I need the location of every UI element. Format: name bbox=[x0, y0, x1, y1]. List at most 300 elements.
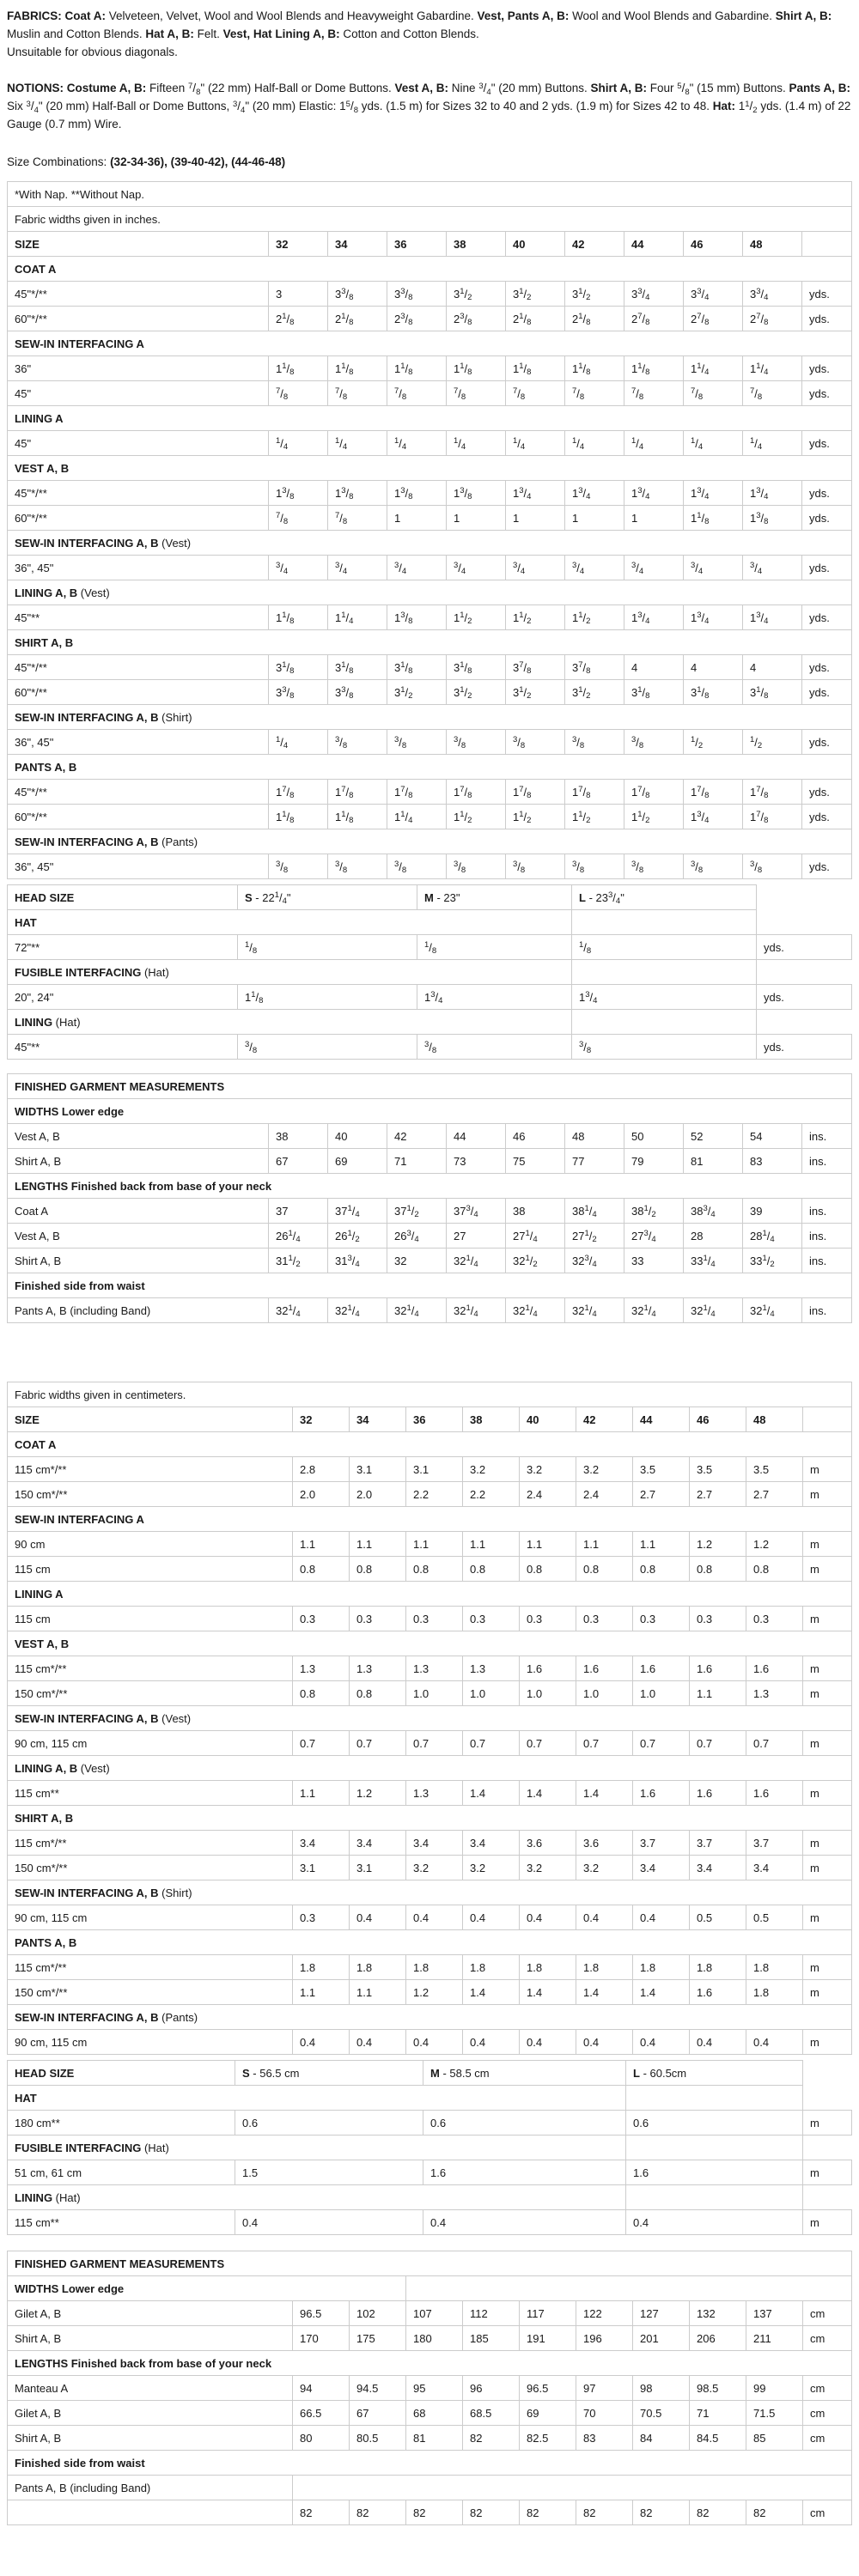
row-label-cell: 72"** bbox=[8, 935, 238, 960]
value-cell: $1^3/_4$ bbox=[624, 481, 684, 506]
fraction: $^3/_4$ bbox=[691, 561, 704, 576]
fraction: $^1/_8$ bbox=[341, 810, 354, 825]
value-cell: 0.7 bbox=[690, 1731, 746, 1756]
value-cell bbox=[269, 506, 328, 531]
section-label-cell: WIDTHS Lower edge bbox=[8, 2276, 406, 2301]
data-row bbox=[8, 1482, 852, 1507]
fraction: $^3/_8$ bbox=[341, 685, 354, 701]
value-cell: 1.4 bbox=[633, 1980, 690, 2005]
row-label-cell: 115 cm*/** bbox=[8, 1955, 293, 1980]
value-cell: 3.4 bbox=[406, 1831, 463, 1856]
value-cell: 69 bbox=[328, 1149, 387, 1174]
value-cell: $2^7/_8$ bbox=[684, 307, 743, 331]
value-cell: 1.0 bbox=[633, 1681, 690, 1706]
data-row bbox=[8, 2301, 852, 2326]
fraction: $^1/_4$ bbox=[525, 1229, 538, 1244]
value-cell bbox=[269, 381, 328, 406]
value-cell: 37 bbox=[269, 1199, 328, 1224]
row-label-cell: 51 cm, 61 cm bbox=[8, 2160, 235, 2185]
data-row bbox=[8, 1532, 852, 1557]
value-cell: $1^3/_8$ bbox=[269, 481, 328, 506]
fraction: $^1/_4$ bbox=[288, 1229, 301, 1244]
value-cell: $3^1/_8$ bbox=[447, 655, 506, 680]
value-cell: 0.4 bbox=[633, 1905, 690, 1930]
fraction: $^3/_8$ bbox=[460, 486, 472, 501]
fraction: $^1/_2$ bbox=[578, 810, 591, 825]
value-cell: 3.2 bbox=[520, 1457, 576, 1482]
head-size-value-cell: S - 56.5 cm bbox=[235, 2061, 423, 2086]
value-cell: $3^3/_4$ bbox=[624, 282, 684, 307]
value-cell: 94.5 bbox=[350, 2376, 406, 2401]
value-cell: $31^3/_4$ bbox=[328, 1249, 387, 1273]
empty-cell bbox=[293, 2476, 852, 2500]
fraction: $^3/_4$ bbox=[276, 561, 289, 576]
value-cell: $2^3/_8$ bbox=[387, 307, 447, 331]
value-cell: 0.4 bbox=[235, 2210, 423, 2235]
value-cell: $3^1/_2$ bbox=[565, 282, 624, 307]
value-cell bbox=[417, 1035, 572, 1060]
value-cell: 1 bbox=[506, 506, 565, 531]
ghost-cell bbox=[757, 1010, 852, 1035]
fraction: $^3/_8$ bbox=[400, 287, 413, 302]
section-row bbox=[8, 960, 852, 985]
value-cell: $2^1/_8$ bbox=[269, 307, 328, 331]
fraction: $^1/_8$ bbox=[282, 361, 295, 377]
fraction: $^7/_8$ bbox=[276, 386, 289, 402]
value-cell: 40 bbox=[328, 1124, 387, 1149]
value-cell: 3.2 bbox=[463, 1856, 520, 1880]
value-cell: 0.4 bbox=[463, 2030, 520, 2055]
value-cell: 0.7 bbox=[463, 1731, 520, 1756]
data-row bbox=[8, 2426, 852, 2451]
tables-container bbox=[7, 181, 852, 2525]
value-cell: 1.6 bbox=[520, 1656, 576, 1681]
value-cell bbox=[328, 730, 387, 755]
unit-cell: ins. bbox=[802, 1149, 852, 1174]
fraction: $^3/_8$ bbox=[341, 287, 354, 302]
fraction: $^1/_4$ bbox=[288, 1303, 301, 1319]
fraction: $^1/_2$ bbox=[347, 1229, 360, 1244]
head-size-value-cell: L - 60.5cm bbox=[626, 2061, 803, 2086]
value-cell: 3.7 bbox=[746, 1831, 803, 1856]
fraction: $^1/_4$ bbox=[347, 1204, 360, 1219]
row-label-cell: 150 cm*/** bbox=[8, 1980, 293, 2005]
fabric-widths-centimeters-table bbox=[7, 1382, 852, 2055]
fraction: $^1/_8$ bbox=[282, 660, 295, 676]
value-cell: 94 bbox=[293, 2376, 350, 2401]
value-cell bbox=[269, 556, 328, 580]
value-cell: 82 bbox=[463, 2426, 520, 2451]
section-label-cell: FINISHED GARMENT MEASUREMENTS bbox=[8, 1074, 852, 1099]
data-row bbox=[8, 1856, 852, 1880]
fraction: $^3/_4$ bbox=[637, 287, 650, 302]
value-cell: 82 bbox=[350, 2500, 406, 2525]
unit-cell: m bbox=[803, 1856, 852, 1880]
value-cell: 0.4 bbox=[406, 2030, 463, 2055]
value-cell: $1^7/_8$ bbox=[624, 780, 684, 805]
value-cell: 191 bbox=[520, 2326, 576, 2351]
section-row bbox=[8, 2451, 852, 2476]
fraction: $^5/_8$ bbox=[677, 81, 690, 97]
value-cell bbox=[447, 730, 506, 755]
unit-cell: yds. bbox=[757, 1035, 852, 1060]
value-cell: 1.1 bbox=[576, 1532, 633, 1557]
fraction: $^3/_4$ bbox=[454, 561, 466, 576]
row-label-cell: Shirt A, B bbox=[8, 2326, 293, 2351]
ghost-cell bbox=[757, 885, 852, 910]
section-row bbox=[8, 2086, 852, 2111]
fraction: $^3/_4$ bbox=[697, 287, 710, 302]
value-cell: $1^3/_4$ bbox=[506, 481, 565, 506]
fraction: $^3/_4$ bbox=[578, 486, 591, 501]
value-cell: 3.4 bbox=[633, 1856, 690, 1880]
section-row bbox=[8, 580, 852, 605]
value-cell: 0.4 bbox=[520, 2030, 576, 2055]
row-label-cell: 36", 45" bbox=[8, 730, 269, 755]
unit-cell: yds. bbox=[802, 680, 852, 705]
value-cell: 39 bbox=[743, 1199, 802, 1224]
data-row bbox=[8, 1905, 852, 1930]
fraction: $^1/_8$ bbox=[697, 685, 710, 701]
section-label-cell: LINING A, B (Vest) bbox=[8, 580, 852, 605]
unit-cell: yds. bbox=[757, 985, 852, 1010]
row-label-cell: 36", 45" bbox=[8, 854, 269, 879]
value-cell: 3.2 bbox=[576, 1457, 633, 1482]
fraction: $^1/_4$ bbox=[406, 1303, 419, 1319]
data-row bbox=[8, 431, 852, 456]
row-label-cell: 36", 45" bbox=[8, 556, 269, 580]
value-cell: 3.1 bbox=[350, 1856, 406, 1880]
fraction: $^1/_2$ bbox=[578, 287, 591, 302]
fraction: $^7/_8$ bbox=[756, 810, 769, 825]
fraction: $^3/_4$ bbox=[703, 1204, 716, 1219]
empty-cell bbox=[572, 1010, 757, 1035]
value-cell: 0.7 bbox=[350, 1731, 406, 1756]
fraction: $^1/_4$ bbox=[643, 1303, 656, 1319]
fraction: $^1/_8$ bbox=[579, 940, 592, 956]
value-cell: $1^7/_8$ bbox=[684, 780, 743, 805]
section-row bbox=[8, 829, 852, 854]
value-cell: 1.4 bbox=[463, 1781, 520, 1806]
fraction: $^7/_8$ bbox=[750, 386, 763, 402]
value-cell: 0.4 bbox=[690, 2030, 746, 2055]
value-cell: 44 bbox=[447, 1124, 506, 1149]
fraction: $^1/_8$ bbox=[460, 660, 472, 676]
value-cell: $26^3/_4$ bbox=[387, 1224, 447, 1249]
value-cell: 3.4 bbox=[463, 1831, 520, 1856]
value-cell: $32^1/_4$ bbox=[447, 1249, 506, 1273]
note-row bbox=[8, 207, 852, 232]
value-cell: 201 bbox=[633, 2326, 690, 2351]
value-cell: 1.1 bbox=[690, 1681, 746, 1706]
value-cell: 73 bbox=[447, 1149, 506, 1174]
data-row bbox=[8, 2160, 852, 2185]
value-cell bbox=[387, 381, 447, 406]
unit-cell: m bbox=[803, 1532, 852, 1557]
value-cell: 3.5 bbox=[633, 1457, 690, 1482]
fraction: $^1/_4$ bbox=[335, 436, 348, 452]
value-cell: 0.7 bbox=[746, 1731, 803, 1756]
value-cell: $32^1/_4$ bbox=[447, 1298, 506, 1323]
fraction: $^1/_4$ bbox=[691, 436, 704, 452]
value-cell: 3.7 bbox=[690, 1831, 746, 1856]
section-row bbox=[8, 705, 852, 730]
value-cell: $32^1/_4$ bbox=[743, 1298, 802, 1323]
fraction: $^3/_4$ bbox=[756, 287, 769, 302]
fraction: $^3/_8$ bbox=[282, 685, 295, 701]
value-cell: 1.6 bbox=[633, 1656, 690, 1681]
value-cell: 117 bbox=[520, 2301, 576, 2326]
value-cell: $1^1/_8$ bbox=[269, 356, 328, 381]
value-cell: 82.5 bbox=[520, 2426, 576, 2451]
row-label-cell: 45"*/** bbox=[8, 282, 269, 307]
value-cell: 1 bbox=[447, 506, 506, 531]
size-column-header: 44 bbox=[624, 232, 684, 257]
value-cell: $1^1/_8$ bbox=[328, 356, 387, 381]
value-cell: 0.8 bbox=[690, 1557, 746, 1582]
row-label-cell: 36" bbox=[8, 356, 269, 381]
section-label-cell: PANTS A, B bbox=[8, 1930, 852, 1955]
value-cell: $33^1/_2$ bbox=[743, 1249, 802, 1273]
size-column-header: 34 bbox=[328, 232, 387, 257]
value-cell: 132 bbox=[690, 2301, 746, 2326]
row-label-cell: 115 cm** bbox=[8, 2210, 235, 2235]
value-cell: 0.6 bbox=[626, 2111, 803, 2136]
value-cell: 85 bbox=[746, 2426, 803, 2451]
value-cell: 71 bbox=[690, 2401, 746, 2426]
fraction: $^1/_8$ bbox=[460, 361, 472, 377]
value-cell: 2.7 bbox=[633, 1482, 690, 1507]
section-label-cell: LINING A bbox=[8, 1582, 852, 1607]
size-column-header: 34 bbox=[350, 1407, 406, 1432]
value-cell: $1^7/_8$ bbox=[447, 780, 506, 805]
value-cell: 1.6 bbox=[690, 1781, 746, 1806]
section-row bbox=[8, 531, 852, 556]
value-cell bbox=[624, 556, 684, 580]
value-cell: 2.2 bbox=[406, 1482, 463, 1507]
value-cell: 1.8 bbox=[746, 1980, 803, 2005]
unit-cell: ins. bbox=[802, 1224, 852, 1249]
value-cell: $3^1/_8$ bbox=[328, 655, 387, 680]
unit-cell: yds. bbox=[802, 506, 852, 531]
section-row bbox=[8, 1074, 852, 1099]
unit-cell: yds. bbox=[802, 282, 852, 307]
value-cell: 46 bbox=[506, 1124, 565, 1149]
value-cell: 0.4 bbox=[576, 2030, 633, 2055]
note-row bbox=[8, 1382, 852, 1407]
value-cell: 27 bbox=[447, 1224, 506, 1249]
size-column-header: 48 bbox=[746, 1407, 803, 1432]
value-cell bbox=[506, 556, 565, 580]
fraction: $^3/_4$ bbox=[519, 486, 532, 501]
value-cell: 71 bbox=[387, 1149, 447, 1174]
value-cell: 52 bbox=[684, 1124, 743, 1149]
section-row bbox=[8, 2351, 852, 2376]
unit-cell: yds. bbox=[802, 780, 852, 805]
value-cell: $1^1/_8$ bbox=[238, 985, 417, 1010]
value-cell: 3.2 bbox=[576, 1856, 633, 1880]
value-cell: 2.4 bbox=[520, 1482, 576, 1507]
value-cell: $3^1/_8$ bbox=[684, 680, 743, 705]
value-cell: $3^3/_4$ bbox=[684, 282, 743, 307]
label-only-row bbox=[8, 2476, 852, 2500]
head-size-header-cell: HEAD SIZE bbox=[8, 885, 238, 910]
fabric-widths-inches-table bbox=[7, 181, 852, 879]
fraction: $^7/_8$ bbox=[335, 386, 348, 402]
value-cell bbox=[743, 854, 802, 879]
fraction: $^3/_4$ bbox=[637, 486, 650, 501]
value-cell: 122 bbox=[576, 2301, 633, 2326]
value-cell: $1^7/_8$ bbox=[743, 805, 802, 829]
value-cell: 3.2 bbox=[406, 1856, 463, 1880]
row-label-cell: 90 cm, 115 cm bbox=[8, 2030, 293, 2055]
value-cell: 1.3 bbox=[406, 1781, 463, 1806]
fraction: $^7/_8$ bbox=[691, 386, 704, 402]
row-label-cell: 45"*/** bbox=[8, 481, 269, 506]
value-cell: $3^7/_8$ bbox=[506, 655, 565, 680]
row-label-cell: 45"*/** bbox=[8, 655, 269, 680]
row-label-cell: 180 cm** bbox=[8, 2111, 235, 2136]
fraction: $^3/_8$ bbox=[756, 511, 769, 526]
value-cell: 1 bbox=[387, 506, 447, 531]
fraction: $^3/_8$ bbox=[335, 735, 348, 750]
value-cell: $2^7/_8$ bbox=[743, 307, 802, 331]
fraction: $^7/_8$ bbox=[637, 785, 650, 800]
value-cell: $1^1/_2$ bbox=[506, 805, 565, 829]
value-cell: 81 bbox=[406, 2426, 463, 2451]
section-label-cell: VEST A, B bbox=[8, 1631, 852, 1656]
section-row bbox=[8, 755, 852, 780]
value-cell: $2^1/_8$ bbox=[506, 307, 565, 331]
value-cell: 0.4 bbox=[633, 2030, 690, 2055]
value-cell: 0.8 bbox=[406, 1557, 463, 1582]
value-cell: 80 bbox=[293, 2426, 350, 2451]
fraction: $^3/_4$ bbox=[631, 561, 644, 576]
fraction: $^7/_8$ bbox=[460, 785, 472, 800]
section-row bbox=[8, 1706, 852, 1731]
fraction: $^1/_2$ bbox=[578, 611, 591, 626]
data-row bbox=[8, 605, 852, 630]
value-cell bbox=[506, 854, 565, 879]
data-row bbox=[8, 1457, 852, 1482]
value-cell: 0.5 bbox=[690, 1905, 746, 1930]
value-cell: 66.5 bbox=[293, 2401, 350, 2426]
fraction: $^1/_2$ bbox=[288, 1254, 301, 1269]
fraction: $^7/_8$ bbox=[519, 785, 532, 800]
fraction: $^1/_8$ bbox=[424, 940, 437, 956]
fraction: $^7/_8$ bbox=[513, 386, 526, 402]
value-cell bbox=[743, 556, 802, 580]
value-cell: $1^1/_8$ bbox=[447, 356, 506, 381]
fraction: $^1/_4$ bbox=[394, 436, 407, 452]
unit-cell: yds. bbox=[802, 307, 852, 331]
value-cell: 185 bbox=[463, 2326, 520, 2351]
value-cell bbox=[565, 854, 624, 879]
fraction: $^1/_2$ bbox=[643, 1204, 656, 1219]
row-label-cell: Vest A, B bbox=[8, 1224, 269, 1249]
value-cell: $1^3/_4$ bbox=[684, 481, 743, 506]
fabrics-paragraph: FABRICS: Coat A: Velveteen, Velvet, Wool and Wool Blends and Heavyweight Gabardine. Vest, Pants A, B: Wool and Wool Blends and Gabardine. Shirt A, B: Muslin and Cotton Blends. Hat A, B: Felt. Vest, Hat Lining A, B: Cotton and Cotton Blends. bbox=[7, 9, 832, 40]
data-row bbox=[8, 307, 852, 331]
value-cell: $1^1/_8$ bbox=[269, 805, 328, 829]
fraction: $^1/_8$ bbox=[697, 511, 710, 526]
value-cell: $3^7/_8$ bbox=[565, 655, 624, 680]
fraction: $^1/_8$ bbox=[756, 685, 769, 701]
value-cell: 0.4 bbox=[293, 2030, 350, 2055]
unit-cell: yds. bbox=[802, 605, 852, 630]
row-label-cell: 45"** bbox=[8, 605, 269, 630]
ghost-cell bbox=[757, 910, 852, 935]
value-cell: 82 bbox=[633, 2500, 690, 2525]
value-cell: 67 bbox=[350, 2401, 406, 2426]
note-row bbox=[8, 182, 852, 207]
fraction: $^3/_4$ bbox=[335, 561, 348, 576]
value-cell: 1.0 bbox=[463, 1681, 520, 1706]
value-cell: $1^3/_4$ bbox=[743, 605, 802, 630]
row-label-cell: 115 cm bbox=[8, 1557, 293, 1582]
row-label-cell: 45"** bbox=[8, 1035, 238, 1060]
fraction: $^1/_2$ bbox=[584, 1229, 597, 1244]
section-row bbox=[8, 1631, 852, 1656]
value-cell: 0.3 bbox=[576, 1607, 633, 1631]
value-cell: $1^1/_4$ bbox=[387, 805, 447, 829]
unit-cell: m bbox=[803, 1731, 852, 1756]
value-cell: $1^1/_2$ bbox=[624, 805, 684, 829]
fraction: $^3/_8$ bbox=[245, 1040, 258, 1055]
row-label-cell: Shirt A, B bbox=[8, 2426, 293, 2451]
fraction: $^1/_2$ bbox=[691, 735, 704, 750]
value-cell: 84 bbox=[633, 2426, 690, 2451]
value-cell: 1.8 bbox=[406, 1955, 463, 1980]
fraction: $^3/_4$ bbox=[637, 611, 650, 626]
ghost-cell bbox=[757, 960, 852, 985]
value-cell: 0.5 bbox=[746, 1905, 803, 1930]
value-cell bbox=[624, 730, 684, 755]
fraction: $^7/_8$ bbox=[756, 312, 769, 327]
data-row bbox=[8, 2210, 852, 2235]
unit-cell: m bbox=[803, 1482, 852, 1507]
section-label-cell: COAT A bbox=[8, 257, 852, 282]
unsuitable-note: Unsuitable for obvious diagonals. bbox=[7, 46, 178, 58]
value-cell: 1.2 bbox=[350, 1781, 406, 1806]
fraction: $^1/_4$ bbox=[274, 890, 287, 906]
section-row bbox=[8, 1930, 852, 1955]
value-cell: $3^3/_8$ bbox=[387, 282, 447, 307]
fraction: $^1/_8$ bbox=[282, 312, 295, 327]
row-label-cell: 60"*/** bbox=[8, 680, 269, 705]
fraction: $^1/_4$ bbox=[703, 1254, 716, 1269]
size-column-header: 40 bbox=[520, 1407, 576, 1432]
fraction: $^1/_2$ bbox=[460, 287, 472, 302]
value-cell: 32 bbox=[387, 1249, 447, 1273]
fraction: $^1/_2$ bbox=[745, 99, 758, 115]
value-cell: 0.7 bbox=[520, 1731, 576, 1756]
value-cell: 67 bbox=[269, 1149, 328, 1174]
value-cell: 1.2 bbox=[746, 1532, 803, 1557]
value-cell: $32^1/_4$ bbox=[269, 1298, 328, 1323]
head-size-value-cell: S - $22^1/_4$" bbox=[238, 885, 417, 910]
head-size-value-cell: L - $23^3/_4$" bbox=[572, 885, 757, 910]
ghost-cell bbox=[803, 2136, 852, 2160]
value-cell: $27^1/_4$ bbox=[506, 1224, 565, 1249]
value-cell: 170 bbox=[293, 2326, 350, 2351]
fraction: $^1/_2$ bbox=[400, 685, 413, 701]
fraction: $^3/_8$ bbox=[276, 860, 289, 875]
value-cell: 1.8 bbox=[746, 1955, 803, 1980]
fraction: $^7/_8$ bbox=[572, 386, 585, 402]
value-cell: 96.5 bbox=[293, 2301, 350, 2326]
value-cell: 3.7 bbox=[633, 1831, 690, 1856]
